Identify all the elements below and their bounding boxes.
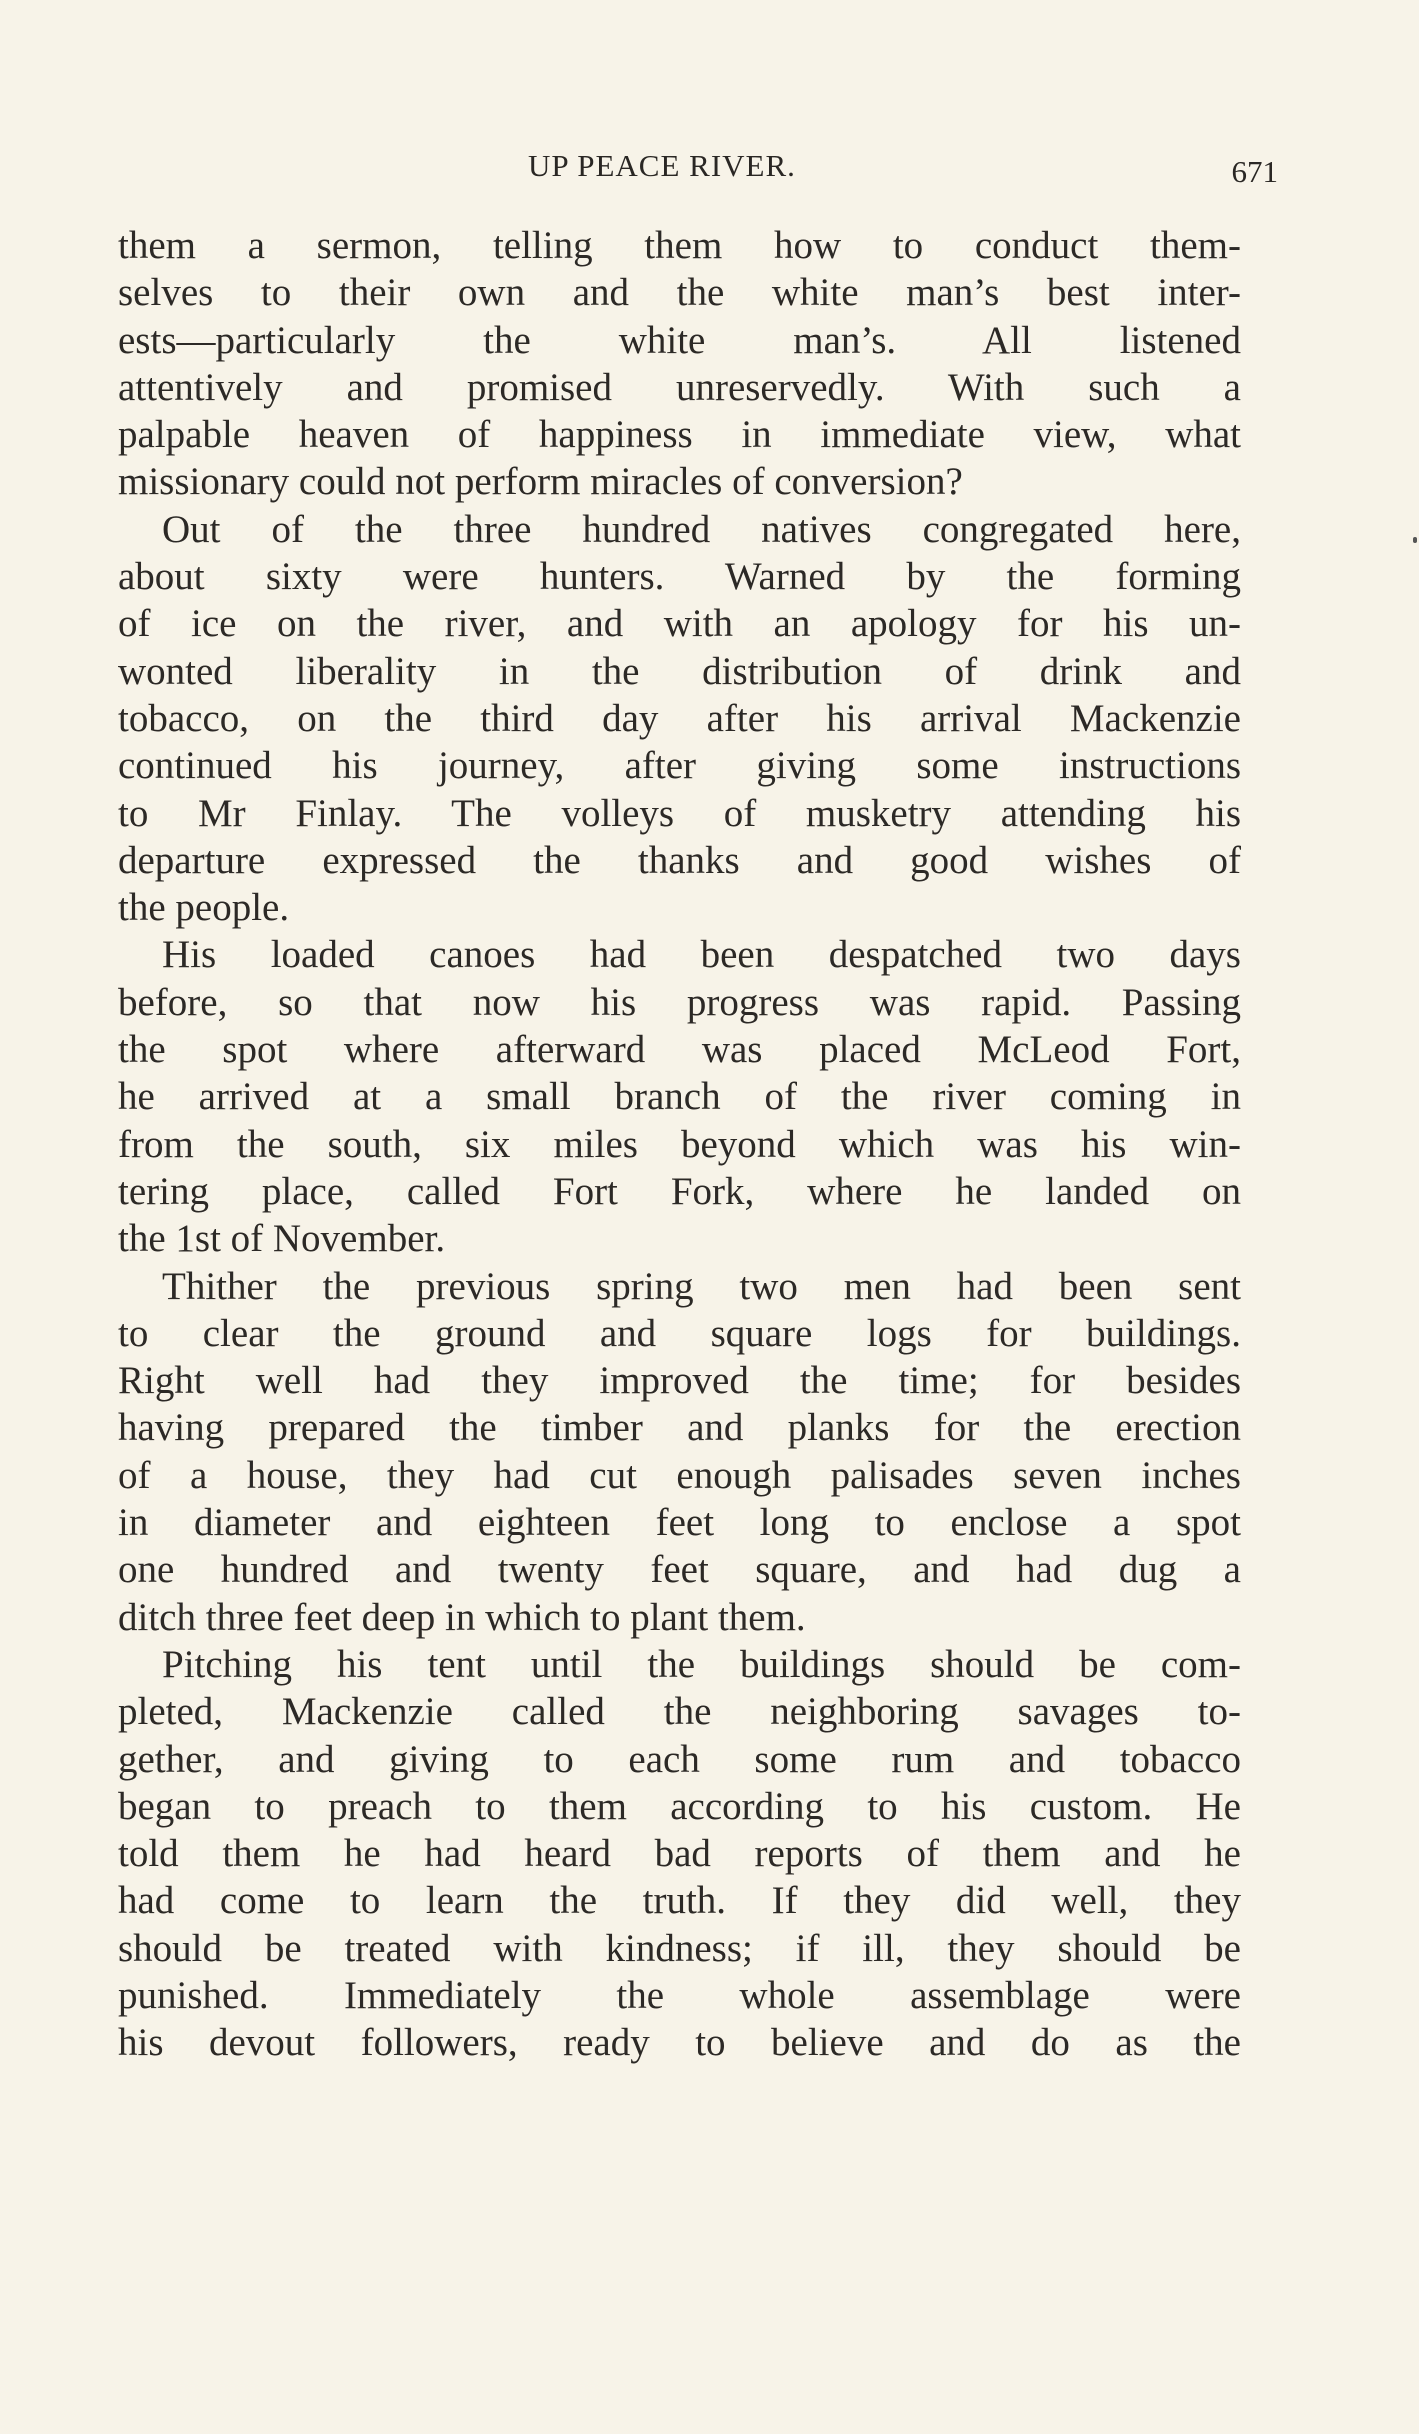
- text-line: Thither the previous spring two men had been sent: [162, 1264, 1241, 1308]
- body-text: [118, 222, 1241, 2067]
- text-line: the people.: [118, 886, 290, 930]
- text-line: having prepared the timber and planks for the erection: [118, 1406, 1241, 1450]
- text-line: departure expressed the thanks and good wishes of: [118, 838, 1241, 882]
- text-line: palpable heaven of happiness in immediate view, what: [118, 413, 1241, 457]
- text-line: one hundred and twenty feet square, and had dug a: [118, 1548, 1241, 1592]
- text-line: Pitching his tent until the buildings should be com-: [162, 1642, 1241, 1686]
- text-line: of a house, they had cut enough palisades seven inches: [118, 1453, 1241, 1497]
- text-line: them a sermon, telling them how to conduct them-: [118, 224, 1241, 267]
- text-line: His loaded canoes had been despatched two days: [162, 933, 1241, 977]
- text-line: tering place, called Fort Fork, where he landed on: [118, 1169, 1241, 1213]
- text-line: attentively and promised unreservedly. With such a: [118, 365, 1241, 409]
- text-line: pleted, Mackenzie called the neighboring savages to-: [118, 1690, 1241, 1734]
- page-number: 671: [1231, 154, 1278, 189]
- text-line: to clear the ground and square logs for buildings.: [118, 1311, 1241, 1355]
- text-line: Out of the three hundred natives congregated here,: [162, 507, 1241, 551]
- paragraph-1: [118, 222, 1241, 506]
- text-line: the 1st of November.: [118, 1217, 446, 1261]
- text-line: began to preach to them according to his custom. He: [118, 1784, 1241, 1828]
- paragraph-2: [118, 506, 1241, 932]
- text-line: gether, and giving to each some rum and tobacco: [118, 1737, 1241, 1781]
- text-line: selves to their own and the white man’s best inter-: [118, 271, 1241, 315]
- text-line: from the south, six miles beyond which was his win-: [118, 1122, 1241, 1166]
- text-line: to Mr Finlay. The volleys of musketry attending his: [118, 791, 1241, 835]
- text-line: in diameter and eighteen feet long to enclose a spot: [118, 1501, 1241, 1545]
- paragraph-3: [118, 931, 1241, 1262]
- text-line: missionary could not perform miracles of conversion?: [118, 460, 963, 504]
- text-line: before, so that now his progress was rapid. Passing: [118, 980, 1241, 1024]
- text-line: told them he had heard bad reports of them and he: [118, 1832, 1241, 1876]
- text-line: Right well had they improved the time; for besides: [118, 1359, 1241, 1403]
- text-line: punished. Immediately the whole assemblage were: [118, 1973, 1241, 2017]
- text-line: ests—particularly the white man’s. All listened: [118, 318, 1241, 362]
- paragraph-4: [118, 1263, 1241, 1641]
- margin-mark: [1413, 537, 1417, 543]
- text-line: of ice on the river, and with an apology for his un-: [118, 602, 1241, 646]
- running-title: UP PEACE RIVER.: [528, 148, 796, 183]
- text-line: his devout followers, ready to believe and do as the: [118, 2021, 1241, 2065]
- text-line: continued his journey, after giving some instructions: [118, 744, 1241, 788]
- text-line: he arrived at a small branch of the river coming in: [118, 1075, 1241, 1119]
- running-head: [118, 148, 1278, 198]
- text-line: the spot where afterward was placed McLeod Fort,: [118, 1028, 1241, 1072]
- text-line: had come to learn the truth. If they did well, they: [118, 1879, 1241, 1923]
- text-line: ditch three feet deep in which to plant them.: [118, 1595, 806, 1639]
- text-line: about sixty were hunters. Warned by the forming: [118, 555, 1241, 599]
- text-line: tobacco, on the third day after his arrival Mackenzie: [118, 696, 1241, 740]
- text-line: should be treated with kindness; if ill, they should be: [118, 1926, 1241, 1970]
- paragraph-5: [118, 1641, 1241, 2067]
- text-line: wonted liberality in the distribution of drink and: [118, 649, 1241, 693]
